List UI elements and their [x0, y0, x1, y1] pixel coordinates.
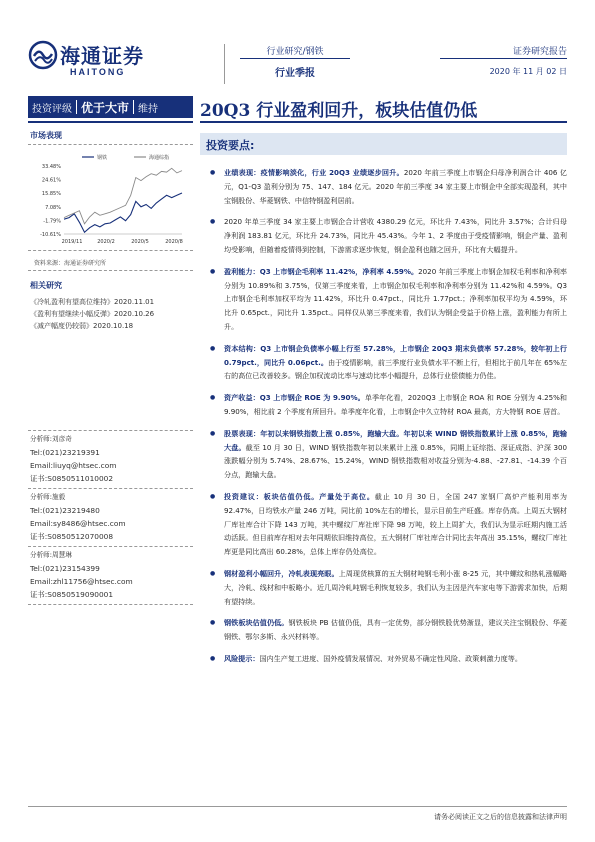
related-item[interactable]: 《盈利有望继续小幅反弹》2020.10.26 — [30, 310, 155, 318]
key-point — [210, 265, 567, 334]
market-chart-svg — [28, 150, 188, 248]
key-point-highlight: 钢铁板块估值仍低。 — [224, 618, 289, 628]
x-tick-label: 2019/11 — [61, 239, 83, 245]
y-tick-label: 7.08% — [45, 204, 61, 211]
key-points-title: 投资要点: — [206, 139, 255, 152]
key-point-text: 上周现货核算的五大钢材吨钢毛利小涨 8-25 元，其中螺纹和热轧涨幅略大，冷轧、线材和中板略小。近几周冷轧吨钢毛利恢复较多，我们认为主因是汽车家电等下游需求加快，后期有望持续。 — [224, 568, 568, 606]
key-point-text: 由于疫情影响，前三季度行业负债水平不断上行，但相比于前几年在 65%左右的高位已改善较多。钢企加权流动比率与速动比率小幅提升，总体行业偿债能力仍佳。 — [224, 357, 567, 381]
analyst-tel: Tel:(021)23154399 — [30, 564, 100, 573]
analyst-cert: 证书:S0850512070008 — [30, 532, 114, 541]
footer-rule — [28, 806, 567, 807]
related-list — [30, 296, 154, 332]
analyst-card — [30, 549, 133, 601]
key-point-highlight: 投资建议：板块估值仍低。产量处于高位。 — [224, 491, 375, 501]
chart-source: 资料来源：海通证券研究所 — [34, 260, 107, 267]
analyst-email[interactable]: Email:sy8486@htsec.com — [30, 519, 126, 528]
analyst-cert: 证书:S0850519090001 — [30, 590, 114, 599]
analyst-card — [30, 433, 116, 485]
report-title: 20Q3 行业盈利回升，板块估值仍低 — [200, 101, 478, 121]
report-date: 2020 年 11 月 02 日 — [489, 67, 567, 76]
key-point-text: 2020 年前三季度上市钢企加权毛利率和净利率分别为 10.89%和 3.75%，仅第三季度来看，上市钢企加权毛利率和净利率分别为 11.42%和 4.59%。Q3 上市钢企毛利率加权平均为 11.42%，环比升 0.47pct.，同比升 1.77pct.；净利率加权平均为 4.59%，环比升 0.65pct.，同比升 1.35pct.。同样仅从第三季度来看，我们认为钢企受益于价格上涨，盈利能力有所上升。 — [224, 266, 567, 331]
key-point — [210, 490, 567, 559]
haitong-emblem-icon — [28, 40, 58, 70]
analyst-name: 分析师:刘彦奇 — [30, 435, 72, 443]
report-label: 证券研究报告 — [512, 47, 567, 57]
analyst-tel: Tel:(021)23219391 — [30, 448, 100, 457]
section-divider — [28, 546, 193, 547]
series-line-1 — [64, 168, 182, 224]
header-separator — [224, 44, 225, 84]
key-point-highlight: 钢材盈利小幅回升，冷轧表现亮眼。 — [224, 568, 339, 578]
left-title-rule — [28, 121, 193, 123]
key-point-highlight: 盈利能力：Q3 上市钢企毛利率 11.42%，净利率 4.59%。 — [224, 266, 419, 276]
key-point — [210, 215, 567, 256]
key-point — [210, 567, 567, 608]
related-section-title: 相关研究 — [30, 281, 62, 290]
key-point-highlight: 资本结构：Q3 上市钢企负债率小幅上行至 57.28%，上市钢企 20Q3 期末负债率 57.28%，较年初上行 0.79pct.，同比升 0.06pct.。 — [224, 343, 567, 367]
key-point-text: 钢铁板块 PB 估值仍低，具有一定优势，部分钢铁股优势渐显，建议关注宝钢股份、华菱钢铁、鄂尔多斯、永兴材料等。 — [224, 618, 568, 642]
rating-label: 投资评级 — [32, 103, 72, 115]
footer-disclaimer[interactable]: 请务必阅读正文之后的信息披露和法律声明 — [434, 813, 567, 821]
report-type: 行业季报 — [275, 68, 315, 79]
rating-status: 维持 — [138, 103, 159, 115]
analyst-card — [30, 491, 126, 543]
logo-english-name: HAITONG — [70, 67, 126, 77]
market-chart — [28, 150, 188, 248]
section-divider — [28, 430, 193, 431]
market-section-title: 市场表现 — [30, 131, 62, 140]
key-point-highlight: 业绩表现：疫情影响淡化，行业 20Q3 业绩逐步回升。 — [224, 168, 404, 177]
analyst-email[interactable]: Email:zhl11756@htsec.com — [30, 577, 133, 586]
analyst-tel: Tel:(021)23219480 — [30, 506, 100, 515]
logo-chinese-name: 海通证券 — [60, 44, 144, 68]
y-tick-label: 33.48% — [41, 164, 61, 170]
key-point — [210, 391, 567, 419]
legend-label: 海通综指 — [149, 155, 170, 161]
key-point — [210, 616, 567, 644]
key-point-highlight: 资产收益：Q3 上市钢企 ROE 为 9.90%。 — [224, 393, 365, 403]
key-point — [210, 166, 567, 207]
x-tick-label: 2020/2 — [97, 239, 115, 245]
rating-value: 优于大市 — [81, 100, 130, 115]
key-point-text: 单季年化看，2020Q3 上市钢企 ROA 和 ROE 分别为 4.25%和 9.90%，相比前 2 个季度有所回升。单季度年化看，上市钢企中久立特材 ROA 最高，方大特钢 ROE 居首。 — [224, 393, 567, 416]
key-point-text: 国内生产复工进度、国外疫情发展情况、对外贸易不确定性风险、政策刺激力度等。 — [259, 653, 522, 663]
section-divider — [28, 250, 193, 251]
title-rule — [200, 121, 567, 123]
key-point-text: 2020 年单三季度 34 家主要上市钢企合计营收 4380.29 亿元，环比升 7.43%，同比升 3.57%；合计归母净利润 183.81 亿元，环比升 24.73%，同比升 45.43%。今年 1、2 季度由于受疫情影响，钢企产量、盈利均受影响，但随着疫情得到控制，下游需求逐步恢复，钢企盈利也随之回升，环比有大幅提升。 — [224, 217, 567, 254]
section-divider — [28, 604, 193, 605]
section-divider — [28, 270, 193, 271]
legend-label: 钢铁 — [97, 155, 108, 161]
related-item[interactable]: 《减产幅度仍较弱》2020.10.18 — [30, 322, 134, 330]
x-tick-label: 2020/5 — [131, 239, 149, 245]
key-points-band — [200, 133, 567, 155]
key-point — [210, 427, 567, 482]
header-rule — [240, 58, 350, 59]
key-point-highlight: 股票表现：年初以来钢铁指数上涨 0.85%，跑输大盘。年初以来 WIND 钢铁指数累计上涨 0.85%，跑输大盘。 — [224, 428, 567, 452]
key-point — [210, 652, 567, 666]
analyst-name: 分析师:周慧琳 — [30, 551, 72, 559]
related-item[interactable]: 《冷轧盈利有望高位维持》2020.11.01 — [30, 298, 155, 306]
analyst-email[interactable]: Email:liuyq@htsec.com — [30, 461, 117, 470]
section-divider — [28, 488, 193, 489]
analyst-cert: 证书:S0850511010002 — [30, 474, 114, 483]
key-points-list — [210, 166, 567, 674]
key-point-highlight: 风险提示： — [224, 653, 260, 663]
y-tick-label: 24.61% — [41, 177, 61, 184]
key-point-text: 2020 年前三季度上市钢企归母净利润合计 406 亿元，Q1-Q3 盈利分别为 75、147、184 亿元。2020 年前三季度 34 家主要上市钢企中全部实现盈利，其中宝钢股份、华菱钢铁、中信特钢盈利居前。 — [224, 168, 567, 205]
analyst-name: 分析师:施毅 — [30, 493, 66, 501]
series-line-0 — [64, 193, 182, 232]
key-point — [210, 342, 567, 383]
y-tick-label: -1.79% — [43, 218, 61, 225]
x-tick-label: 2020/8 — [165, 239, 183, 245]
section-divider — [28, 144, 193, 145]
y-tick-label: 15.85% — [41, 191, 61, 198]
report-category: 行业研究/钢铁 — [266, 47, 324, 57]
key-point-text: 截至 10 月 30 日，WIND 钢铁指数年初以来累计上涨 0.85%，同期上证综指、深证成指、沪深 300 涨跌幅分别为 5.74%、28.67%、15.24%，WIND 钢铁指数相对收益分别为-4.88、-27.81、-14.39 个百分点，跑输大盘。 — [224, 442, 567, 480]
y-tick-label: -10.61% — [40, 232, 61, 238]
header-right-rule — [440, 58, 567, 59]
rating-bar — [28, 96, 193, 118]
key-point-text: 截止 10 月 30 日，全国 247 家钢厂高炉产能利用率为 92.47%，日均铁水产量 246 万吨，同比前 10%左右的增长，显示目前生产旺盛。库存仍高。上周五大钢材厂库社库合计下降 143 万吨，其中螺纹厂库社库下降 98 万吨，较上上周扩大，我们认为显示旺期内施工活动活跃。但目前库存相对去年同期依旧维持高位，五大钢材厂库社库合计同比去年高出 35.15%，螺纹厂库社库更是同比高出 60.28%，总体上库存仍处高位。 — [224, 491, 567, 557]
